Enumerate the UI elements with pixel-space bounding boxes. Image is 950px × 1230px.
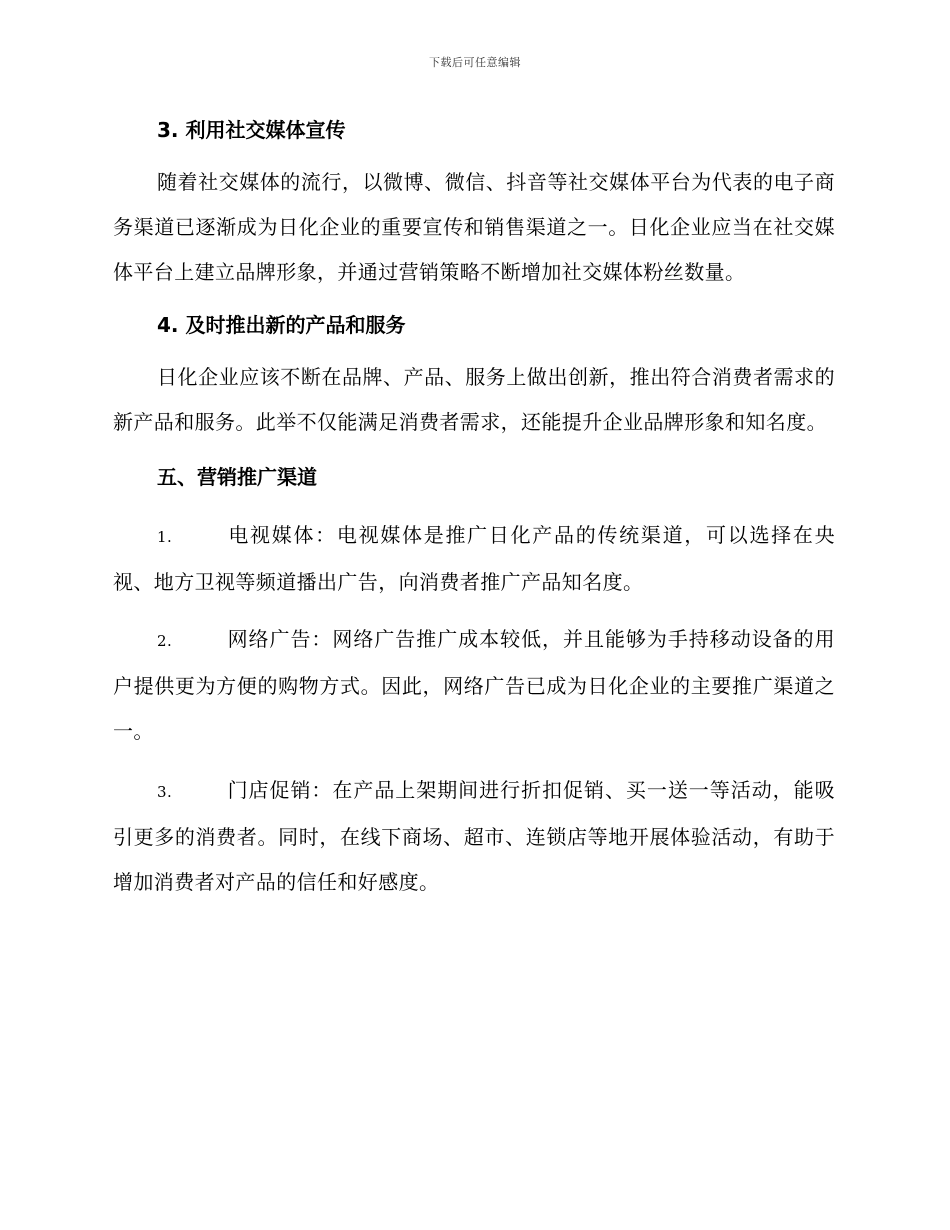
document-body [113, 112, 835, 905]
list-item-tv-media [113, 513, 835, 605]
section-paragraph-new-products: 日化企业应该不断在品牌、产品、服务上做出创新，推出符合消费者需求的新产品和服务。此举不仅能满足消费者需求，还能提升企业品牌形象和知名度。 [113, 365, 835, 434]
list-item-online-ads [113, 617, 835, 754]
list-item-text: 门店促销：在产品上架期间进行折扣促销、买一送一等活动，能吸引更多的消费者。同时，在线下商场、超市、连锁店等地开展体验活动，有助于增加消费者对产品的信任和好感度。 [113, 778, 835, 894]
list-item-number: 2. [157, 632, 173, 650]
list-item-text: 电视媒体：电视媒体是推广日化产品的传统渠道，可以选择在央视、地方卫视等频道播出广告，向消费者推广产品知名度。 [113, 523, 835, 594]
section-heading-new-products: 4. 及时推出新的产品和服务 [157, 313, 406, 337]
section-heading-marketing-channels: 五、营销推广渠道 [157, 465, 317, 489]
list-item-number: 3. [157, 783, 173, 801]
list-item-store-promotion [113, 768, 835, 905]
header-note: 下载后可任意编辑 [429, 56, 521, 69]
list-item-number: 1. [157, 528, 173, 546]
list-item-text: 网络广告：网络广告推广成本较低，并且能够为手持移动设备的用户提供更为方便的购物方式。因此，网络广告已成为日化企业的主要推广渠道之一。 [113, 627, 835, 743]
section-heading-social-media: 3. 利用社交媒体宣传 [157, 118, 346, 142]
section-paragraph-social-media: 随着社交媒体的流行，以微博、微信、抖音等社交媒体平台为代表的电子商务渠道已逐渐成为日化企业的重要宣传和销售渠道之一。日化企业应当在社交媒体平台上建立品牌形象，并通过营销策略不断增加社交媒体粉丝数量。 [113, 170, 835, 284]
